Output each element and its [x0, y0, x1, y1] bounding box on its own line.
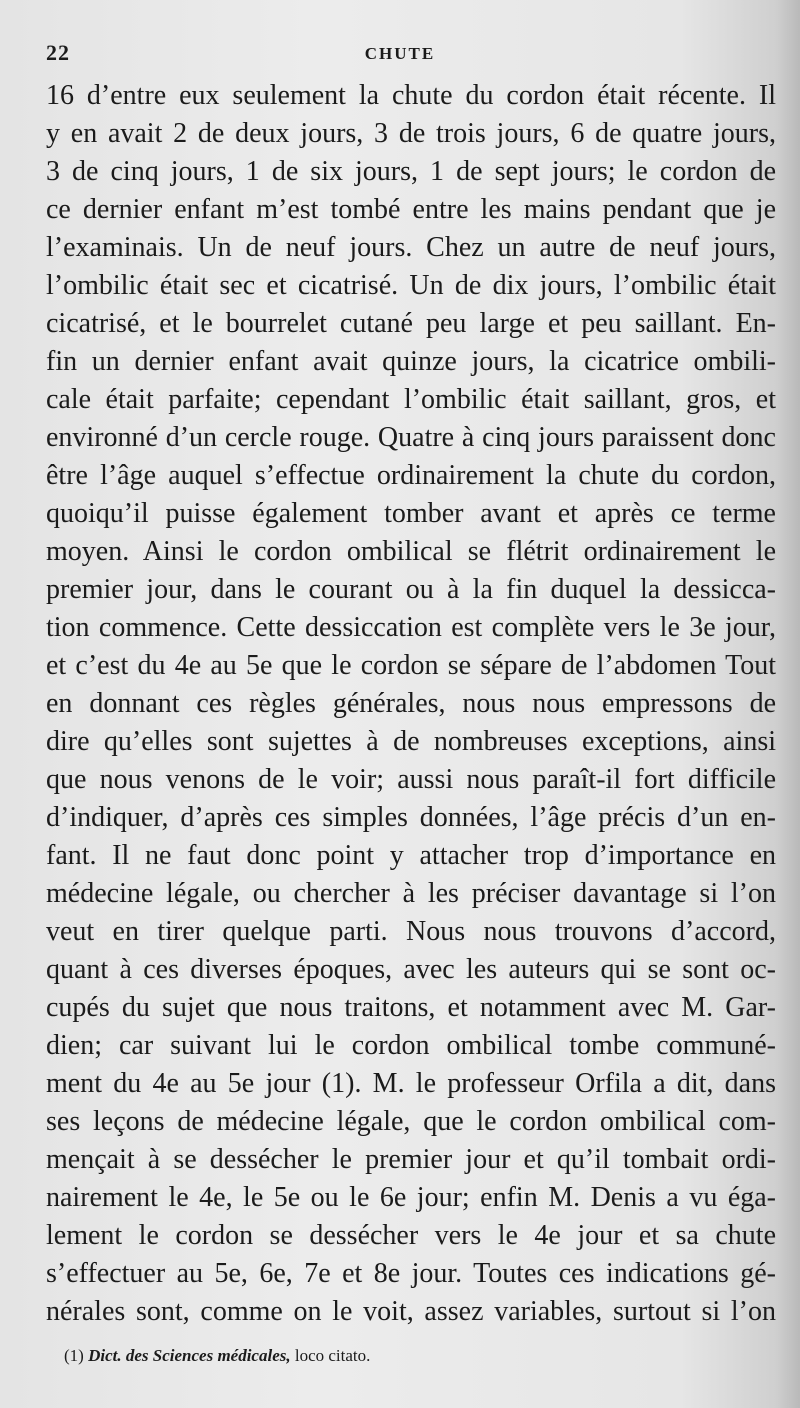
text-line: ment du 4e au 5e jour (1). M. le professeur Orfila a dit, dans: [46, 1068, 776, 1099]
text-line: cicatrisé, et le bourrelet cutané peu large et peu saillant. En-: [46, 308, 776, 339]
footnote-citation-title: Dict. des Sciences médicales,: [88, 1346, 291, 1365]
text-line: fant. Il ne faut donc point y attacher trop d’importance en: [46, 840, 776, 871]
text-line: cupés du sujet que nous traitons, et notamment avec M. Gar-: [46, 992, 776, 1023]
text-line: nérales sont, comme on le voit, assez variables, surtout si l’on: [46, 1296, 776, 1327]
page-number: 22: [46, 40, 70, 65]
page-header: [46, 40, 754, 70]
footnote-citation-rest: loco citato.: [294, 1346, 371, 1365]
footnote-marker: (1): [64, 1346, 84, 1365]
text-line: moyen. Ainsi le cordon ombilical se flétrit ordinairement le: [46, 536, 776, 567]
running-head: CHUTE: [364, 44, 436, 63]
text-line: quant à ces diverses époques, avec les auteurs qui se sont oc-: [46, 954, 776, 985]
text-line: mençait à se dessécher le premier jour et qu’il tombait ordi-: [46, 1144, 776, 1175]
text-line: être l’âge auquel s’effectue ordinairement la chute du cordon,: [46, 460, 776, 491]
text-line: ses leçons de médecine légale, que le cordon ombilical com-: [46, 1106, 776, 1137]
body-text: [46, 77, 776, 1331]
text-line: veut en tirer quelque parti. Nous nous trouvons d’accord,: [46, 916, 776, 947]
text-line: lement le cordon se dessécher vers le 4e jour et sa chute: [46, 1220, 776, 1251]
text-line: environné d’un cercle rouge. Quatre à cinq jours paraissent donc: [46, 422, 776, 453]
text-line: dien; car suivant lui le cordon ombilical tombe communé-: [46, 1030, 776, 1061]
text-line: y en avait 2 de deux jours, 3 de trois jours, 6 de quatre jours,: [46, 118, 776, 149]
text-line: nairement le 4e, le 5e ou le 6e jour; enfin M. Denis a vu éga-: [46, 1182, 776, 1213]
text-line: en donnant ces règles générales, nous nous empressons de: [46, 688, 776, 719]
text-line: 16 d’entre eux seulement la chute du cordon était récente. Il: [46, 80, 776, 111]
text-line: 3 de cinq jours, 1 de six jours, 1 de sept jours; le cordon de: [46, 156, 776, 187]
text-line: l’examinais. Un de neuf jours. Chez un autre de neuf jours,: [46, 232, 776, 263]
text-line: tion commence. Cette dessiccation est complète vers le 3e jour,: [46, 612, 776, 643]
text-line: médecine légale, ou chercher à les préciser davantage si l’on: [46, 878, 776, 909]
text-line: premier jour, dans le courant ou à la fin duquel la dessicca-: [46, 574, 776, 605]
text-line: que nous venons de le voir; aussi nous paraît-il fort difficile: [46, 764, 776, 795]
text-line: dire qu’elles sont sujettes à de nombreuses exceptions, ainsi: [46, 726, 776, 757]
text-line: et c’est du 4e au 5e que le cordon se sépare de l’abdomen Tout: [46, 650, 776, 681]
text-line: l’ombilic était sec et cicatrisé. Un de dix jours, l’ombilic était: [46, 270, 776, 301]
text-line: cale était parfaite; cependant l’ombilic était saillant, gros, et: [46, 384, 776, 415]
text-line: quoiqu’il puisse également tomber avant et après ce terme: [46, 498, 776, 529]
text-line: d’indiquer, d’après ces simples données, l’âge précis d’un en-: [46, 802, 776, 833]
text-line: fin un dernier enfant avait quinze jours, la cicatrice ombili-: [46, 346, 776, 377]
text-line: s’effectuer au 5e, 6e, 7e et 8e jour. Toutes ces indications gé-: [46, 1258, 776, 1289]
text-line: ce dernier enfant m’est tombé entre les mains pendant que je: [46, 194, 776, 225]
footnote: [64, 1346, 370, 1366]
